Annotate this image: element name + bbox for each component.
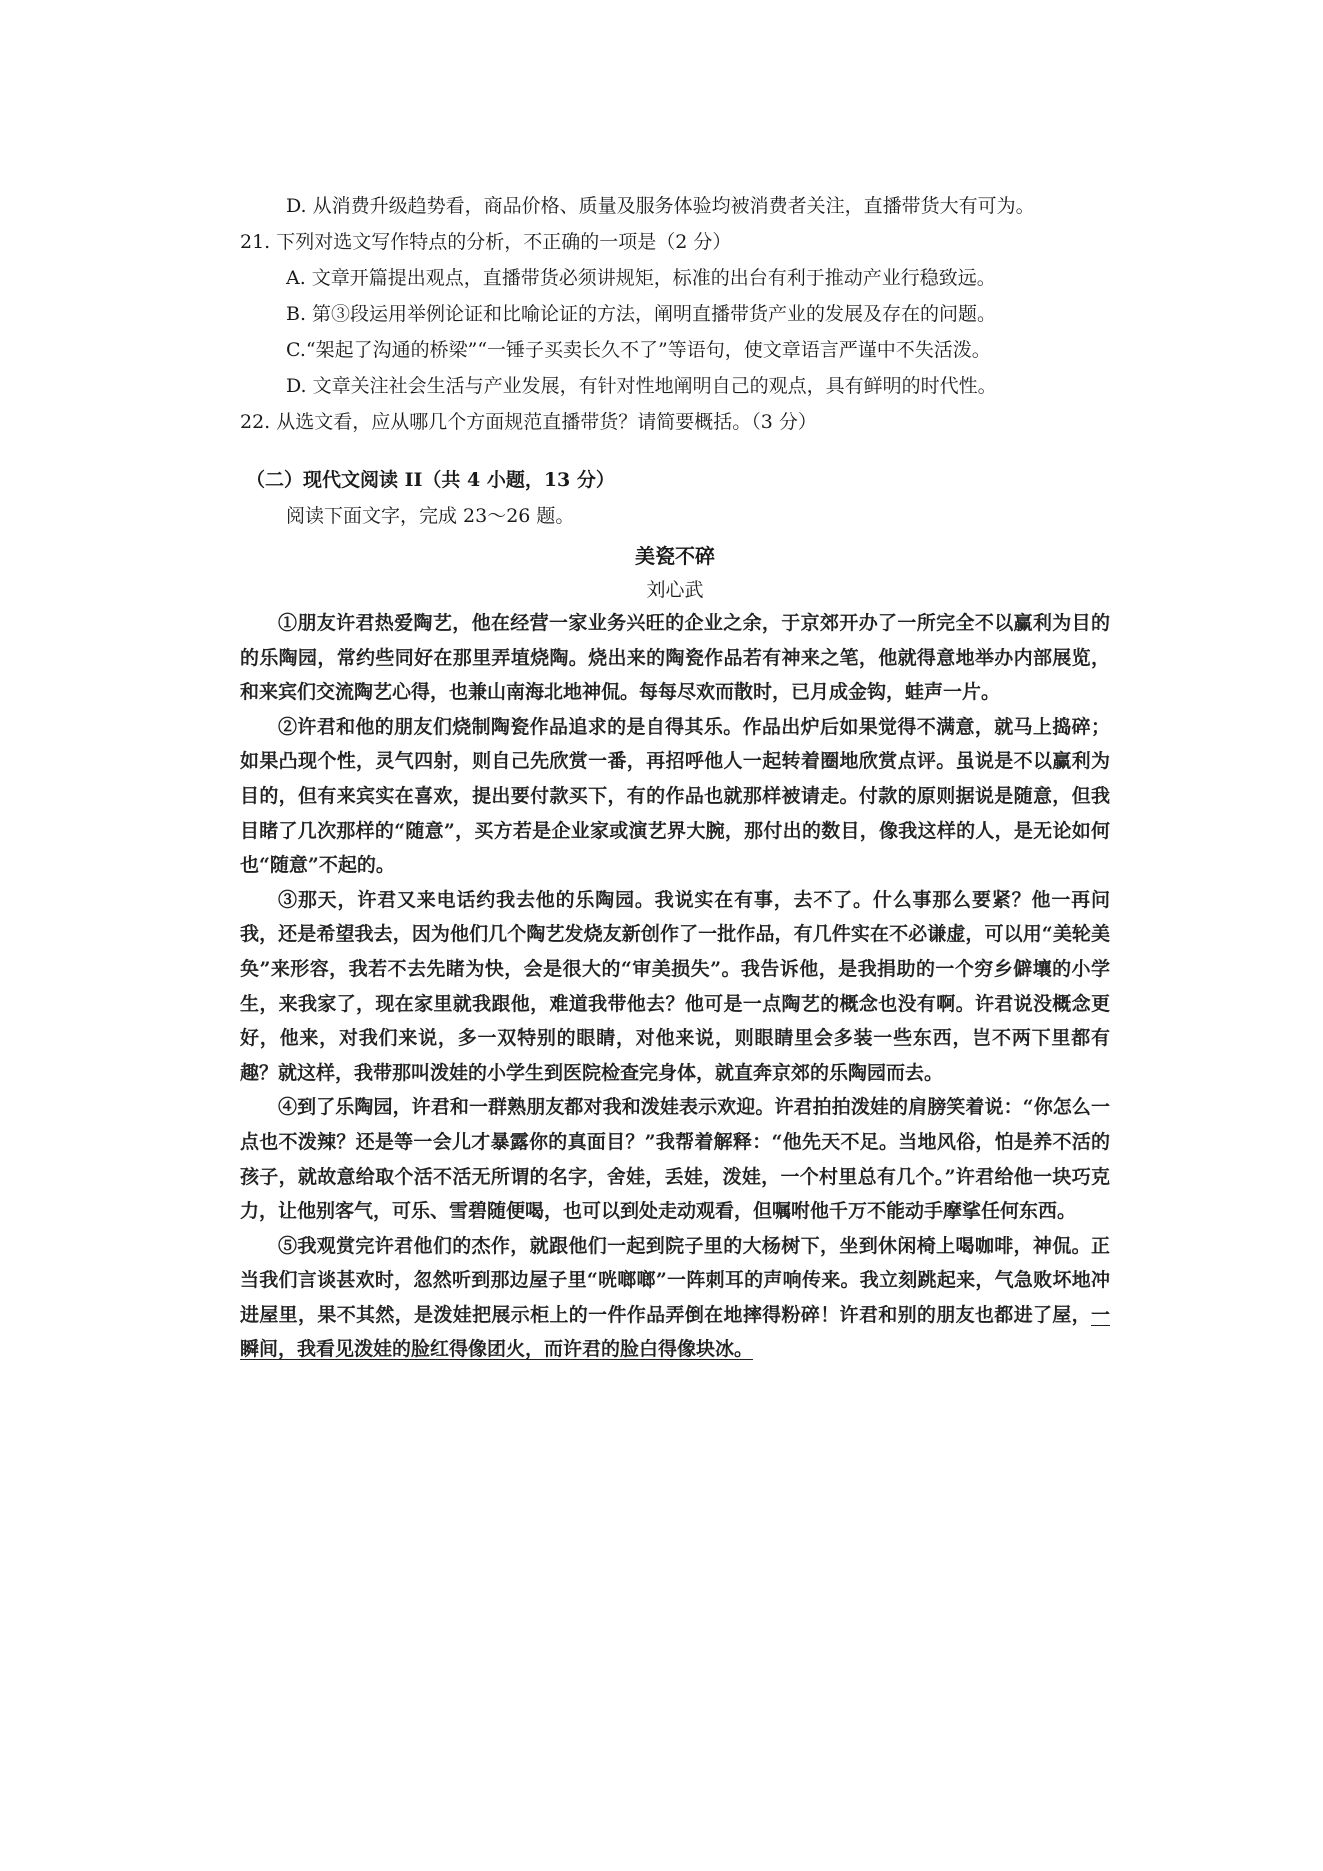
- paragraph-4: ④到了乐陶园，许君和一群熟朋友都对我和泼娃表示欢迎。许君拍拍泼娃的肩膀笑着说：“你怎么一点也不泼辣？还是等一会儿才暴露你的真面目？”我帮着解释：“他先天不足。当地风俗，怕是养不活的孩子，就故意给取个活不活无所谓的名字，舍娃，丢娃，泼娃，一个村里总有几个。”许君给他一块巧克力，让他别客气，可乐、雪碧随便喝，也可以到处走动观看，但嘱咐他千万不能动手摩挲任何东西。: [240, 1096, 1110, 1223]
- article-title: 美瓷不碎: [635, 544, 715, 568]
- q21-option-d: D. 文章关注社会生活与产业发展，有针对性地阐明自己的观点，具有鲜明的时代性。: [286, 375, 997, 397]
- paragraph-5: [240, 1229, 1110, 1367]
- underlined-sentence: 一瞬间，我看见泼娃的脸红得像团火，而许君的脸白得像块冰。: [240, 1303, 1110, 1361]
- q22-stem: 22. 从选文看，应从哪几个方面规范直播带货？请简要概括。（3 分）: [240, 411, 817, 433]
- paragraph-1: ①朋友许君热爱陶艺，他在经营一家业务兴旺的企业之余，于京郊开办了一所完全不以赢利为目的的乐陶园，常约些同好在那里弄埴烧陶。烧出来的陶瓷作品若有神来之笔，他就得意地举办内部展览，和来宾们交流陶艺心得，也兼山南海北地神侃。每每尽欢而散时，已月成金钩，蛙声一片。: [240, 612, 1110, 704]
- q21-option-c: C.“架起了沟通的桥梁”“一锤子买卖长久不了”等语句，使文章语言严谨中不失活泼。: [286, 339, 991, 361]
- exam-page: [240, 188, 1110, 1367]
- q21-option-a: A. 文章开篇提出观点，直播带货必须讲规矩，标准的出台有利于推动产业行稳致远。: [286, 267, 996, 289]
- article-author: 刘心武: [646, 579, 704, 601]
- q21-option-b: B. 第③段运用举例论证和比喻论证的方法，阐明直播带货产业的发展及存在的问题。: [286, 303, 997, 325]
- section-heading: （二）现代文阅读 II（共 4 小题，13 分）: [246, 469, 615, 491]
- paragraph-5-text: ⑤我观赏完许君他们的杰作，就跟他们一起到院子里的大杨树下，坐到休闲椅上喝咖啡，神侃。正当我们言谈甚欢时，忽然听到那边屋子里“咣啷啷”一阵刺耳的声响传来。我立刻跳起来，气急败坏地冲进屋里，果不其然，是泼娃把展示柜上的一件作品弄倒在地摔得粉碎！许君和别的朋友也都进了屋，: [240, 1234, 1110, 1326]
- q20-option-d: D. 从消费升级趋势看，商品价格、质量及服务体验均被消费者关注，直播带货大有可为。: [286, 195, 1035, 217]
- q21-stem: 21. 下列对选文写作特点的分析，不正确的一项是（2 分）: [240, 231, 732, 253]
- reading-instruction: 阅读下面文字，完成 23～26 题。: [286, 505, 575, 527]
- paragraph-2: ②许君和他的朋友们烧制陶瓷作品追求的是自得其乐。作品出炉后如果觉得不满意，就马上捣碎；如果凸现个性，灵气四射，则自己先欣赏一番，再招呼他人一起转着圈地欣赏点评。虽说是不以赢利为目的，但有来宾实在喜欢，提出要付款买下，有的作品也就那样被请走。付款的原则据说是随意，但我目睹了几次那样的“随意”，买方若是企业家或演艺界大腕，那付出的数目，像我这样的人，是无论如何也“随意”不起的。: [240, 715, 1110, 877]
- paragraph-3: ③那天，许君又来电话约我去他的乐陶园。我说实在有事，去不了。什么事那么要紧？他一再问我，还是希望我去，因为他们几个陶艺发烧友新创作了一批作品，有几件实在不必谦虚，可以用“美轮美奂”来形容，我若不去先睹为快，会是很大的“审美损失”。我告诉他，是我捐助的一个穷乡僻壤的小学生，来我家了，现在家里就我跟他，难道我带他去？他可是一点陶艺的概念也没有啊。许君说没概念更好，他来，对我们来说，多一双特别的眼睛，对他来说，则眼睛里会多装一些东西，岂不两下里都有趣？就这样，我带那叫泼娃的小学生到医院检查完身体，就直奔京郊的乐陶园而去。: [240, 888, 1110, 1084]
